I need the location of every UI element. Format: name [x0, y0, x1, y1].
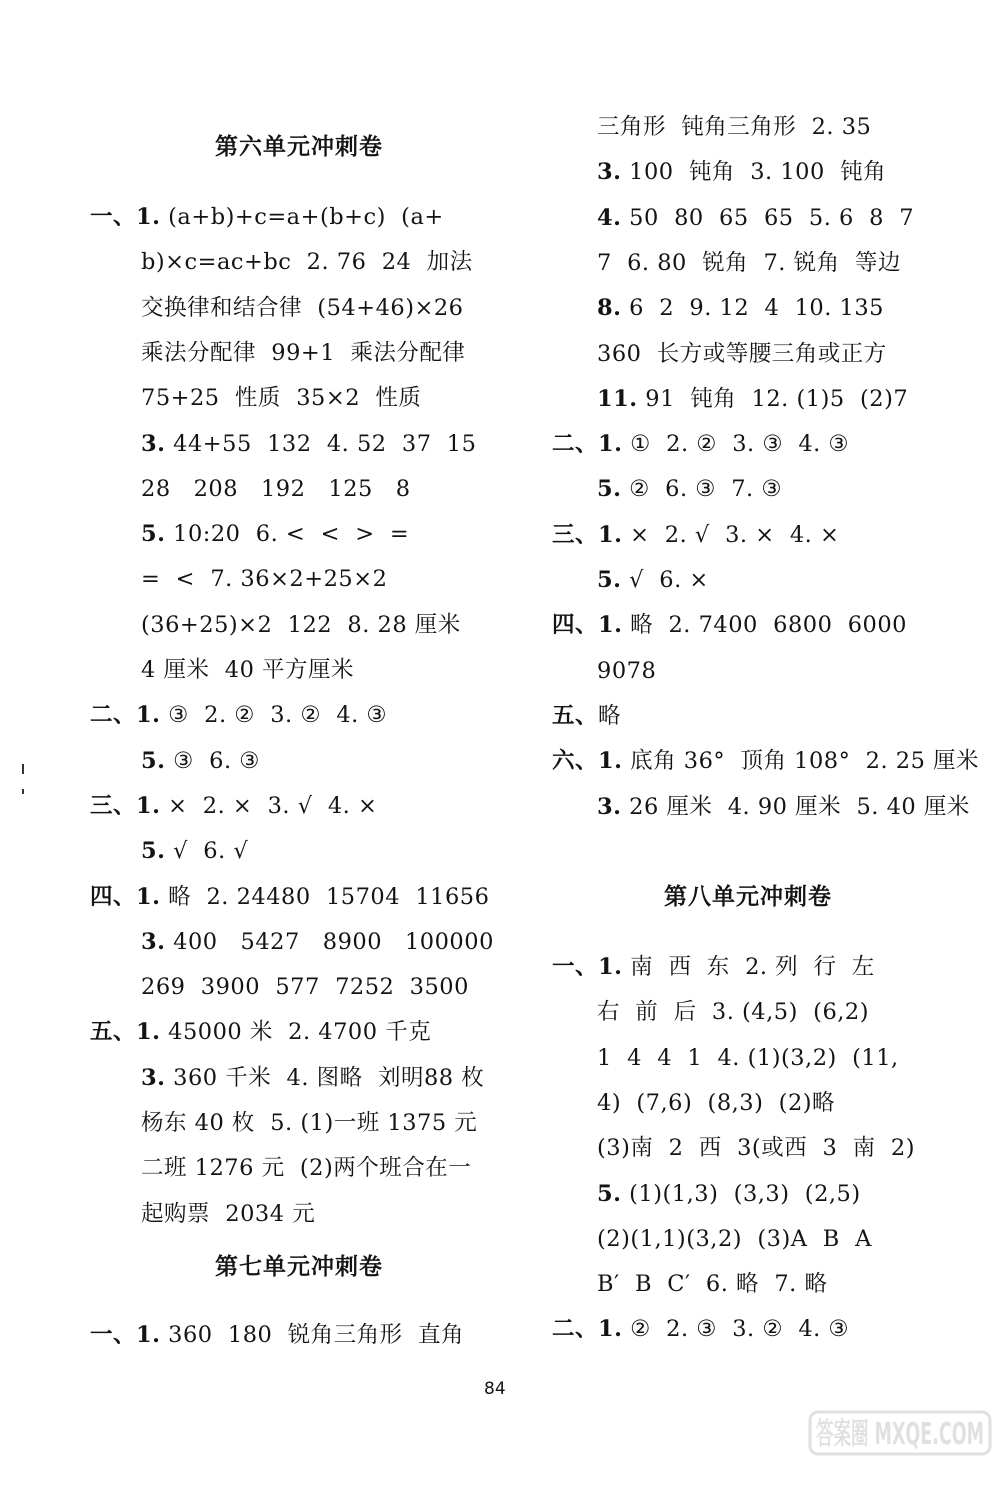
answer-text: 略 2. 7400 6800 6000 [622, 612, 907, 639]
answer-text: b)×c=ac+bc 2. 76 24 加法 [141, 249, 473, 276]
answer-line [141, 474, 411, 504]
answer-line [552, 1314, 849, 1344]
answer-text: √ 6. √ [165, 838, 249, 865]
answer-line-unit-7-first: 一、1. 360 180 锐角三角形 直角 [90, 1322, 464, 1348]
answer-number: 六、1. [552, 748, 623, 775]
answer-text: 9078 [597, 657, 657, 684]
watermark-text: 答案圈 MXQE.COM [816, 1417, 984, 1452]
page-number: 84 [484, 1379, 506, 1399]
answer-line [141, 1199, 315, 1229]
answer-number: 5. [597, 567, 622, 593]
answer-number: 4. [597, 204, 622, 231]
answer-text: ② 6. ③ 7. ③ [621, 476, 783, 503]
answer-line [141, 519, 409, 549]
answer-line [597, 339, 887, 369]
answer-text: 400 5427 8900 100000 [165, 928, 494, 955]
answer-line [597, 248, 901, 278]
answer-number: 3. [141, 430, 166, 457]
answer-number: 四、1. [90, 883, 161, 910]
answer-text: (36+25)×2 122 8. 28 厘米 [141, 611, 461, 638]
answer-text: 1 4 4 1 4. (1)(3,2) (11, [597, 1044, 899, 1071]
answer-text: 26 厘米 4. 90 厘米 5. 40 厘米 [621, 793, 970, 820]
section-heading-unit-6: 第六单元冲刺卷 [215, 134, 383, 160]
answer-number: 5. [597, 476, 622, 503]
answer-text: 360 长方或等腰三角或正方 [597, 340, 887, 367]
answer-line [552, 429, 849, 459]
answer-line [597, 792, 970, 822]
answer-line [552, 610, 907, 640]
answer-text: 100 钝角 3. 100 钝角 [621, 159, 887, 186]
answer-text: 360 千米 4. 图略 刘明88 枚 [165, 1064, 485, 1091]
answer-text: 略 [598, 702, 622, 729]
answer-text: 75+25 性质 35×2 性质 [141, 385, 422, 412]
answer-text: × 2. √ 3. × 4. × [622, 521, 840, 548]
answer-line [597, 1088, 835, 1118]
answer-line [141, 610, 461, 640]
answer-line [597, 384, 908, 414]
answer-number: 二、1. [90, 702, 161, 729]
answer-line [597, 1133, 915, 1163]
answer-text: 28 208 192 125 8 [141, 475, 411, 502]
answer-text: (1)(1,3) (3,3) (2,5) [621, 1180, 861, 1207]
answer-line [141, 746, 260, 776]
answer-text: 二班 1276 元 (2)两个班合在一 [141, 1155, 472, 1182]
answer-text: 4 厘米 40 平方厘米 [141, 657, 355, 683]
answer-text: (a+b)+c=a+(b+c) (a+ [160, 204, 444, 230]
answer-line [597, 1269, 827, 1299]
answer-text: 269 3900 577 7252 3500 [141, 974, 469, 1001]
answer-text: 略 2. 24480 15704 11656 [160, 883, 490, 910]
answer-text: √ 6. × [621, 567, 709, 593]
answer-number: 二、1. [552, 431, 623, 458]
answer-text: 南 西 东 2. 列 行 左 [622, 954, 875, 980]
answer-line [141, 429, 476, 459]
margin-mark-bottom [22, 789, 24, 794]
answer-number: 五、1. [90, 1019, 161, 1046]
answer-text: 10:20 6. < < > = [165, 521, 410, 548]
answer-line [90, 791, 377, 821]
answer-line [597, 203, 914, 233]
answer-number: 5. [141, 747, 166, 774]
answer-line [90, 700, 387, 730]
answer-line [141, 1153, 471, 1183]
answer-number: 8. [597, 295, 622, 322]
answer-number: 5. [597, 1180, 622, 1207]
answer-line [141, 655, 354, 685]
answer-text: 91 钝角 12. (1)5 (2)7 [637, 385, 909, 412]
answer-number: 3. [597, 793, 622, 820]
answer-text: 6 2 9. 12 4 10. 135 [621, 295, 884, 322]
answer-line [597, 565, 709, 595]
watermark-logo [808, 1408, 992, 1488]
answer-text: 乘法分配律 99+1 乘法分配律 [141, 339, 466, 366]
answer-line [141, 338, 465, 368]
answer-line [552, 952, 875, 982]
section-heading-unit-7: 第七单元冲刺卷 [215, 1254, 383, 1280]
section-heading-unit-8: 第八单元冲刺卷 [664, 884, 832, 910]
answer-number: 一、1. [552, 954, 623, 980]
answer-number: 三、1. [90, 792, 161, 819]
answer-line [141, 383, 421, 413]
answer-text: (3)南 2 西 3(或西 3 南 2) [597, 1135, 916, 1162]
answer-text: ③ 2. ② 3. ② 4. ③ [160, 702, 388, 729]
answer-text: 三角形 钝角三角形 2. 35 [597, 114, 872, 140]
answer-line [597, 997, 869, 1027]
answer-text: B′ B C′ 6. 略 7. 略 [597, 1271, 828, 1298]
answer-text: 右 前 后 3. (4,5) (6,2) [597, 999, 870, 1026]
answer-number: 二、1. [552, 1316, 623, 1343]
answer-number: 3. [141, 1064, 166, 1091]
answer-line [90, 882, 489, 912]
answer-number: 5. [141, 838, 166, 865]
answer-line [552, 746, 979, 776]
answer-number: 三、1. [552, 521, 623, 548]
answer-number: 11. [597, 385, 638, 412]
answer-line [597, 293, 884, 323]
answer-text: ① 2. ② 3. ③ 4. ③ [622, 431, 850, 458]
answer-line [90, 1017, 431, 1047]
answer-line [597, 656, 656, 686]
answer-line [141, 836, 248, 866]
answer-number: 一、1. [90, 204, 161, 230]
answer-text: 杨东 40 枚 5. (1)一班 1375 元 [141, 1110, 478, 1136]
answer-line [597, 1179, 861, 1209]
answer-line [141, 293, 463, 323]
answer-line [597, 1224, 872, 1254]
answer-text: (2)(1,1)(3,2) (3)A B A [597, 1225, 872, 1252]
answer-text: 7 6. 80 锐角 7. 锐角 等边 [597, 249, 901, 276]
answer-text: ③ 6. ③ [165, 747, 260, 774]
answer-text: = < 7. 36×2+25×2 [141, 566, 388, 593]
answer-line [90, 202, 444, 232]
answer-line [141, 1108, 477, 1138]
answer-line [597, 112, 871, 142]
answer-line [141, 1063, 484, 1093]
answer-text: 起购票 2034 元 [141, 1200, 316, 1227]
answer-text: 底角 36° 顶角 108° 2. 25 厘米 [622, 748, 980, 775]
margin-mark-top [22, 764, 24, 774]
answer-text: 交换律和结合律 (54+46)×26 [141, 294, 464, 321]
answer-line [552, 520, 839, 550]
answer-line [141, 927, 494, 957]
answer-text: × 2. × 3. √ 4. × [160, 792, 378, 819]
answer-number: 3. [141, 928, 166, 955]
answer-line [141, 972, 469, 1002]
answer-line [597, 157, 886, 187]
answer-line [552, 701, 621, 731]
answer-number: 5. [141, 521, 166, 548]
answer-text: 4) (7,6) (8,3) (2)略 [597, 1089, 836, 1116]
answer-text: ② 2. ③ 3. ② 4. ③ [622, 1316, 850, 1343]
answer-line [141, 247, 473, 277]
answer-number: 3. [597, 159, 622, 186]
answer-text: 50 80 65 65 5. 6 8 7 [621, 204, 915, 231]
answer-line [141, 564, 387, 594]
answer-text: 44+55 132 4. 52 37 15 [165, 430, 477, 457]
answer-line [597, 1043, 899, 1073]
answer-line [597, 474, 782, 504]
answer-number: 四、1. [552, 612, 623, 639]
answer-number: 五、 [552, 702, 599, 729]
answer-text: 45000 米 2. 4700 千克 [160, 1019, 432, 1046]
